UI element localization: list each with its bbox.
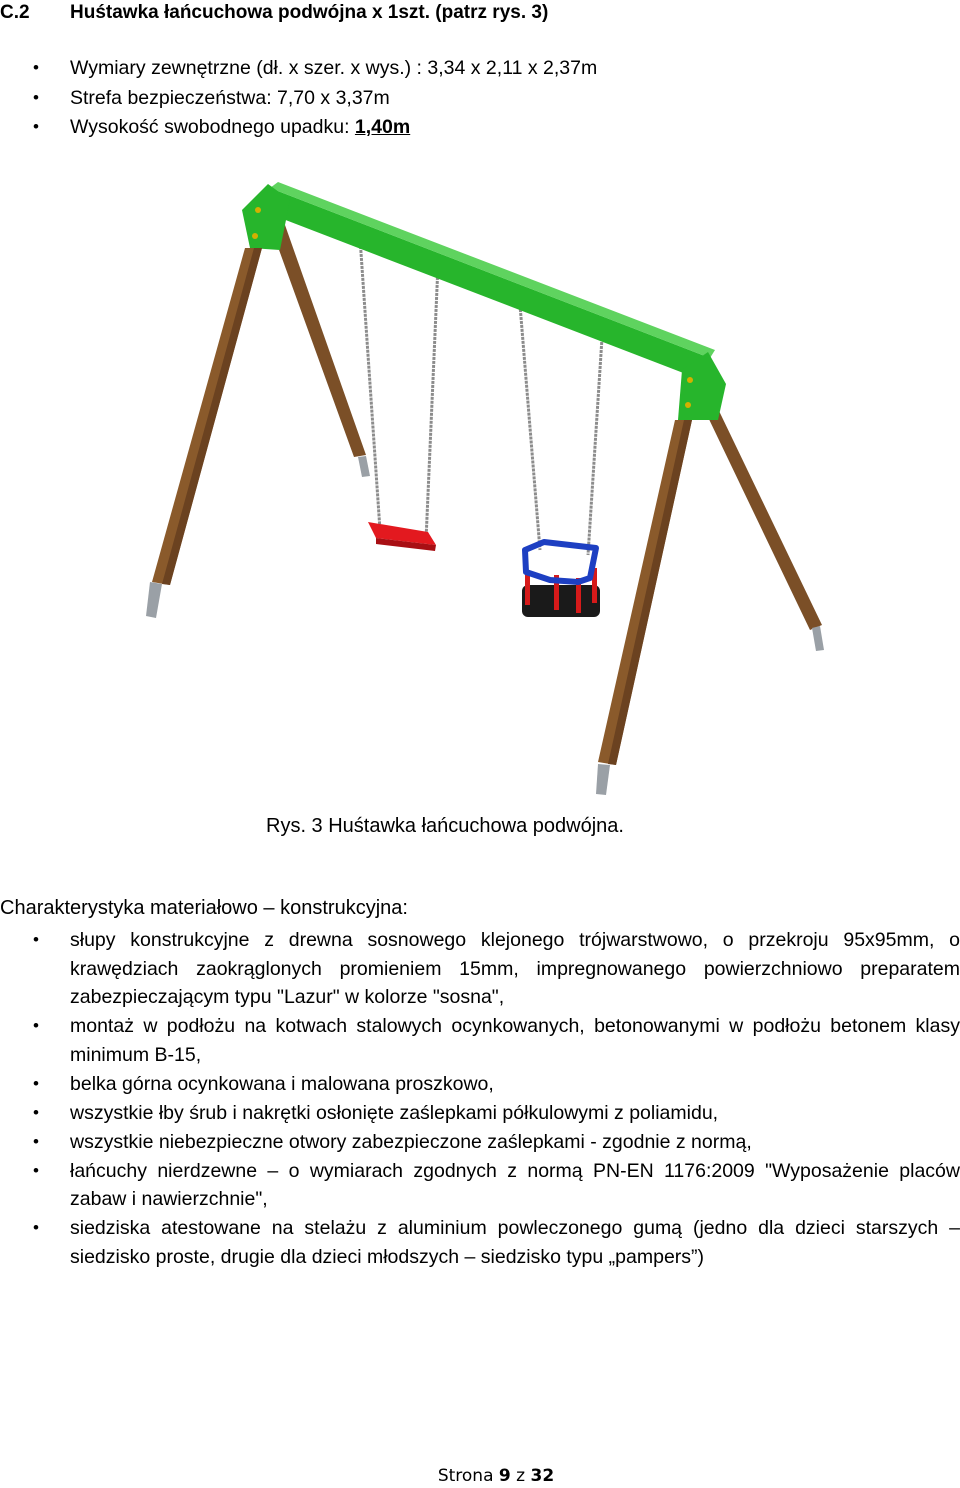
chain xyxy=(426,265,438,540)
anchor-front-left xyxy=(146,582,162,618)
chain xyxy=(520,305,540,550)
list-item: • Wymiary zewnętrzne (dł. x szer. x wys.) : 3,34 x 2,11 x 2,37m xyxy=(0,54,720,84)
current-page-number: 9 xyxy=(498,1466,511,1486)
fall-height-value: 1,40m xyxy=(354,116,411,138)
fall-height-label: Wysokość swobodnego upadku: xyxy=(70,116,355,138)
swing-illustration xyxy=(130,170,830,810)
characteristics-list xyxy=(0,926,960,1272)
anchor-back-right xyxy=(812,626,824,651)
bolt xyxy=(687,377,693,383)
chain xyxy=(588,338,602,555)
dimensions-list xyxy=(0,54,720,143)
bolt xyxy=(255,207,261,213)
anchor-front-right xyxy=(596,764,610,795)
page-footer xyxy=(0,1466,960,1486)
cradle-base xyxy=(522,585,600,617)
footer-separator: z xyxy=(510,1466,531,1486)
top-beam xyxy=(270,188,712,384)
total-page-count: 32 xyxy=(530,1466,555,1486)
anchor-back-left xyxy=(358,456,370,477)
list-item: • montaż w podłożu na kotwach stalowych ocynkowanych, betonowanymi w podłożu betonem klasy minimum B-15, xyxy=(0,1012,960,1069)
list-item: • słupy konstrukcyjne z drewna sosnowego klejonego trójwarstwowo, o przekroju 95x95mm, o krawędziach zaokrąglonych promieniem 15mm, impregnowanego powierzchniowo preparatem zabezpieczającym typu "Lazur" w kolorze "sosna", xyxy=(0,926,960,1012)
list-item: • wszystkie łby śrub i nakrętki osłonięte zaślepkami półkulowymi z poliamidu, xyxy=(0,1099,960,1128)
leg-back-right xyxy=(695,388,822,630)
cradle-frame xyxy=(525,542,596,582)
list-item: • wszystkie niebezpieczne otwory zabezpieczone zaślepkami - zgodnie z normą, xyxy=(0,1128,960,1157)
list-item: • łańcuchy nierdzewne – o wymiarach zgodnych z normą PN-EN 1176:2009 "Wyposażenie placów zabaw i nawierzchnie", xyxy=(0,1157,960,1214)
list-item xyxy=(0,113,720,143)
footer-prefix: Strona xyxy=(437,1466,499,1486)
list-item: • siedziska atestowane na stelażu z aluminium powleczonego gumą (jedno dla dzieci starszych – siedzisko proste, drugie dla dzieci młodszych – siedzisko typu „pampers”) xyxy=(0,1214,960,1271)
characteristics-intro: Charakterystyka materiałowo – konstrukcyjna: xyxy=(0,897,408,919)
leg-back-left xyxy=(270,225,366,457)
bolt xyxy=(685,402,691,408)
section-number: C.2 xyxy=(0,2,30,23)
list-item: • belka górna ocynkowana i malowana proszkowo, xyxy=(0,1070,960,1099)
figure-caption: Rys. 3 Huśtawka łańcuchowa podwójna. xyxy=(266,815,624,837)
chain xyxy=(360,238,380,530)
section-title: Huśtawka łańcuchowa podwójna x 1szt. (patrz rys. 3) xyxy=(70,2,549,23)
list-item: • Strefa bezpieczeństwa: 7,70 x 3,37m xyxy=(0,84,720,114)
bolt xyxy=(252,233,258,239)
